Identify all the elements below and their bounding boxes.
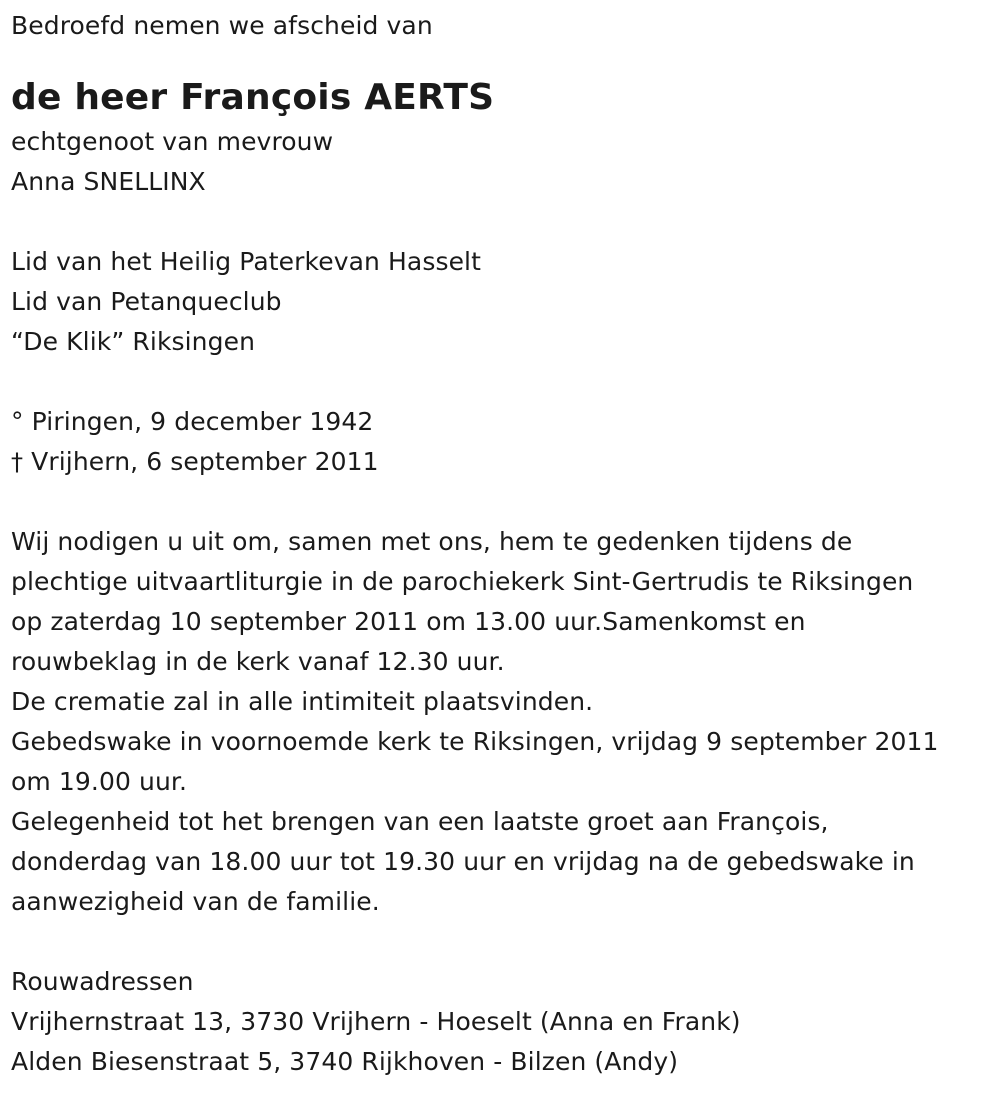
spacer xyxy=(11,482,1000,522)
spacer xyxy=(11,202,1000,242)
membership-line: Lid van het Heilig Paterkevan Hasselt xyxy=(11,247,482,276)
spacer xyxy=(11,362,1000,402)
spouse-line-1: echtgenoot van mevrouw xyxy=(11,127,334,156)
spacer xyxy=(11,922,1000,962)
invitation-line: rouwbeklag in de kerk vanaf 12.30 uur. xyxy=(11,647,505,676)
invitation-line: Gebedswake in voornoemde kerk te Riksingen, vrijdag 9 september 2011 xyxy=(11,727,939,756)
membership-line: “De Klik” Riksingen xyxy=(11,327,256,356)
death-line xyxy=(11,442,1000,482)
address-line: Vrijhernstraat 13, 3730 Vrijhern - Hoeselt (Anna en Frank) xyxy=(11,1007,741,1036)
invitation-line: om 19.00 uur. xyxy=(11,767,188,796)
invitation-line: op zaterdag 10 september 2011 om 13.00 uur.Samenkomst en xyxy=(11,607,806,636)
spouse-line-2: Anna SNELLINX xyxy=(11,167,206,196)
invitation-line: aanwezigheid van de familie. xyxy=(11,887,380,916)
invitation-line: plechtige uitvaartliturgie in de parochiekerk Sint-Gertrudis te Riksingen xyxy=(11,567,914,596)
invitation-line: Gelegenheid tot het brengen van een laatste groet aan François, xyxy=(11,807,829,836)
intro-text: Bedroefd nemen we afscheid van xyxy=(11,11,433,40)
birth-line xyxy=(11,402,1000,442)
birth-symbol: ° xyxy=(11,407,24,436)
invitation-line: Wij nodigen u uit om, samen met ons, hem te gedenken tijdens de xyxy=(11,527,853,556)
addresses-heading: Rouwadressen xyxy=(11,967,194,996)
invitation-line: De crematie zal in alle intimiteit plaatsvinden. xyxy=(11,687,594,716)
membership-line: Lid van Petanqueclub xyxy=(11,287,282,316)
deceased-name: de heer François AERTS xyxy=(11,77,495,118)
cross-icon: † xyxy=(11,448,24,476)
invitation-paragraph xyxy=(11,522,1000,922)
invitation-line: donderdag van 18.00 uur tot 19.30 uur en vrijdag na de gebedswake in xyxy=(11,847,915,876)
address-line: Alden Biesenstraat 5, 3740 Rijkhoven - Bilzen (Andy) xyxy=(11,1047,679,1076)
death-text: Vrijhern, 6 september 2011 xyxy=(31,447,379,476)
birth-text: Piringen, 9 december 1942 xyxy=(31,407,374,436)
